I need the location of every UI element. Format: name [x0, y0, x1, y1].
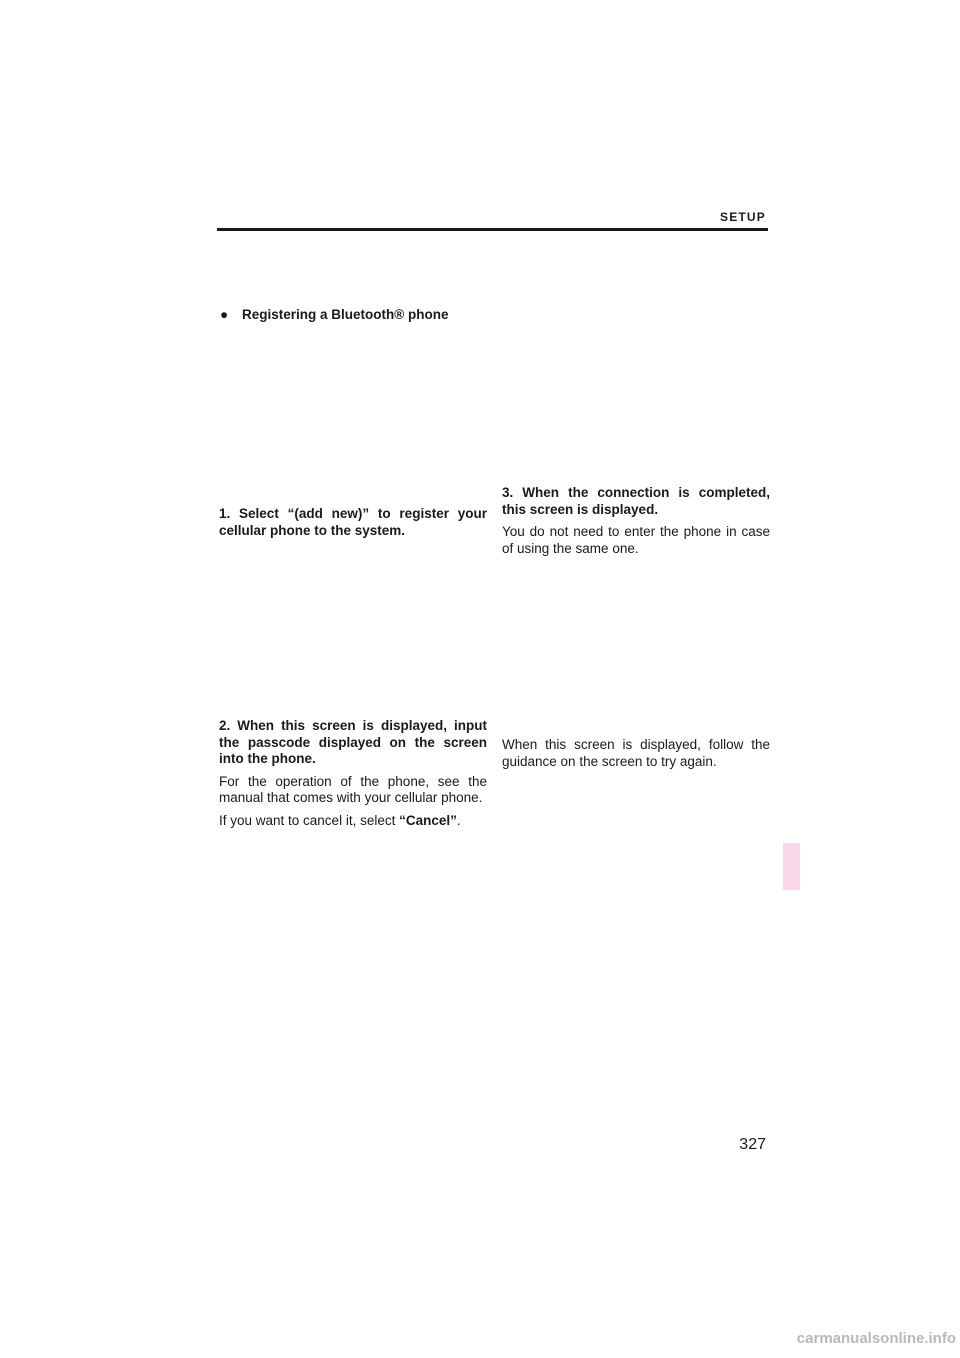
- step-1: [219, 506, 487, 539]
- step-2-note-cancel-suffix: .: [456, 812, 461, 828]
- running-header-title: SETUP: [719, 210, 766, 224]
- failure-info: [502, 737, 770, 770]
- step-3-title: 3. When the connection is completed, this screen is displayed.: [502, 485, 770, 517]
- section-heading: [220, 307, 448, 322]
- step-3-note: You do not need to enter the phone in case of using the same one.: [502, 524, 770, 556]
- step-2-note-cancel: [219, 813, 487, 830]
- step-2-note-cancel-prefix: If you want to cancel it, select: [219, 812, 400, 828]
- header-rule: [217, 228, 768, 231]
- step-1-title: 1. Select “(add new)” to register your cellular phone to the system.: [219, 506, 487, 538]
- watermark: carmanualsonline.info: [796, 1330, 956, 1347]
- bullet-icon: ●: [220, 307, 229, 322]
- section-heading-text: Registering a Bluetooth® phone: [242, 307, 449, 322]
- page-number: 327: [739, 1136, 766, 1153]
- step-3: [502, 485, 770, 557]
- step-2-note-operation: For the operation of the phone, see the manual that comes with your cellular phone.: [219, 773, 487, 805]
- step-2: [219, 718, 487, 829]
- chapter-tab: [783, 843, 800, 890]
- cancel-label: “Cancel”: [399, 812, 457, 828]
- step-2-title: 2. When this screen is displayed, input the passcode displayed on the screen into the phone.: [219, 718, 487, 766]
- failure-note: When this screen is displayed, follow the guidance on the screen to try again.: [502, 737, 770, 769]
